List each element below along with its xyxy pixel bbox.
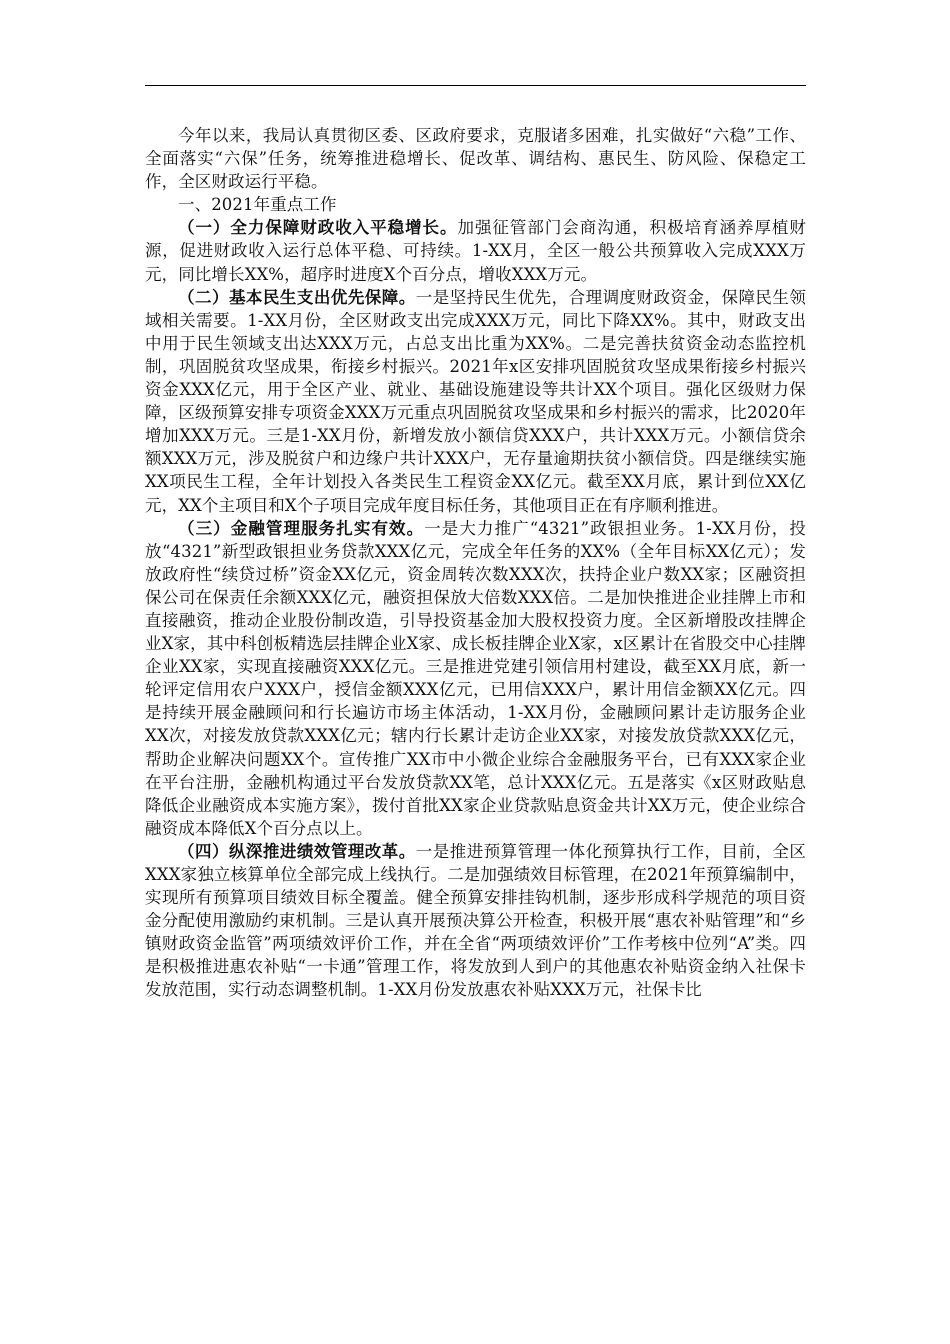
item-heading: （四）纵深推进绩效管理改革。 xyxy=(178,841,416,861)
item-body: 加强征管部门会商沟通，积极培育涵养厚植财源，促进财政收入运行总体平稳、可持续。1-XX月，全区一般公共预算收入完成XXX万元，同比增长XX%，超序时进度X个百分点，增收XXX万元。 xyxy=(145,218,806,284)
item-heading: （一）全力保障财政收入平稳增长。 xyxy=(178,218,458,238)
item-paragraph-1 xyxy=(145,216,806,285)
header-rule xyxy=(145,85,806,86)
item-paragraph-2 xyxy=(145,286,806,517)
item-body: 一是大力推广“4321”政银担业务。1-XX月份，投放“4321”新型政银担业务贷款XXX亿元，完成全年任务的XX%（全年目标XX亿元）；发放政府性“续贷过桥”资金XX亿元，资金周转次数XXX次，扶持企业户数XX家；区融资担保公司在保责任余额XXX亿元，融资担保放大倍数XXX倍。二是加快推进企业挂牌上市和直接融资，推动企业股份制改造，引导投资基金加大股权投资力度。全区新增股改挂牌企业X家，其中科创板精选层挂牌企业X家、成长板挂牌企业X家，x区累计在省股交中心挂牌企业XX家，实现直接融资XXX亿元。三是推进党建引领信用村建设，截至XX月底，新一轮评定信用农户XXX户，授信金额XXX亿元，已用信XXX户，累计用信金额XX亿元。四是持续开展金融顾问和行长遍访市场主体活动，1-XX月份，金融顾问累计走访服务企业XX次，对接发放贷款XXX亿元；辖内行长累计走访企业XX家，对接发放贷款XXX亿元，帮助企业解决问题XX个。宣传推广XX市中小微企业综合金融服务平台，已有XXX家企业在平台注册，金融机构通过平台发放贷款XX笔，总计XXX亿元。五是落实《x区财政贴息降低企业融资成本实施方案》，拨付首批XX家企业贷款贴息资金共计XX万元，使企业综合融资成本降低X个百分点以上。 xyxy=(145,518,806,838)
item-heading: （二）基本民生支出优先保障。 xyxy=(178,287,416,307)
item-heading: （三）金融管理服务扎实有效。 xyxy=(178,518,425,538)
item-paragraph-3 xyxy=(145,517,806,840)
item-body: 一是坚持民生优先，合理调度财政资金，保障民生领域相关需要。1-XX月份，全区财政支出完成XXX万元，同比下降XX%。其中，财政支出中用于民生领域支出达XXX万元，占总支出比重为XX%。二是完善扶贫资金动态监控机制，巩固脱贫攻坚成果，衔接乡村振兴。2021年x区安排巩固脱贫攻坚成果衔接乡村振兴资金XXX亿元，用于全区产业、就业、基础设施建设等共计XX个项目。强化区级财力保障，区级预算安排专项资金XXX万元重点巩固脱贫攻坚成果和乡村振兴的需求，比2020年增加XXX万元。三是1-XX月份，新增发放小额信贷XXX户，共计XXX万元。小额信贷余额XXX万元，涉及脱贫户和边缘户共计XXX户，无存量逾期扶贫小额信贷。四是继续实施XX项民生工程，全年计划投入各类民生工程资金XX亿元。截至XX月底，累计到位XX亿元，XX个主项目和X个子项目完成年度目标任务，其他项目正在有序顺利推进。 xyxy=(145,287,806,515)
intro-paragraph: 今年以来，我局认真贯彻区委、区政府要求，克服诸多困难，扎实做好“六稳”工作、全面落实“六保”任务，统筹推进稳增长、促改革、调结构、惠民生、防风险、保稳定工作，全区财政运行平稳。 xyxy=(145,126,806,192)
item-body: 一是推进预算管理一体化预算执行工作，目前，全区XXX家独立核算单位全部完成上线执行。二是加强绩效目标管理，在2021年预算编制中，实现所有预算项目绩效目标全覆盖。健全预算安排挂钩机制，逐步形成科学规范的项目资金分配使用激励约束机制。三是认真开展预决算公开检查，积极开展“惠农补贴管理”和“乡镇财政资金监管”两项绩效评价工作，并在全省“两项绩效评价”工作考核中位列“A”类。四是积极推进惠农补贴“一卡通”管理工作，将发放到人到户的其他惠农补贴资金纳入社保卡发放范围，实行动态调整机制。1-XX月份发放惠农补贴XXX万元，社保卡比 xyxy=(145,841,806,1000)
document-body xyxy=(145,124,806,1002)
section-heading: 一、2021年重点工作 xyxy=(178,195,337,215)
item-paragraph-4 xyxy=(145,840,806,1002)
